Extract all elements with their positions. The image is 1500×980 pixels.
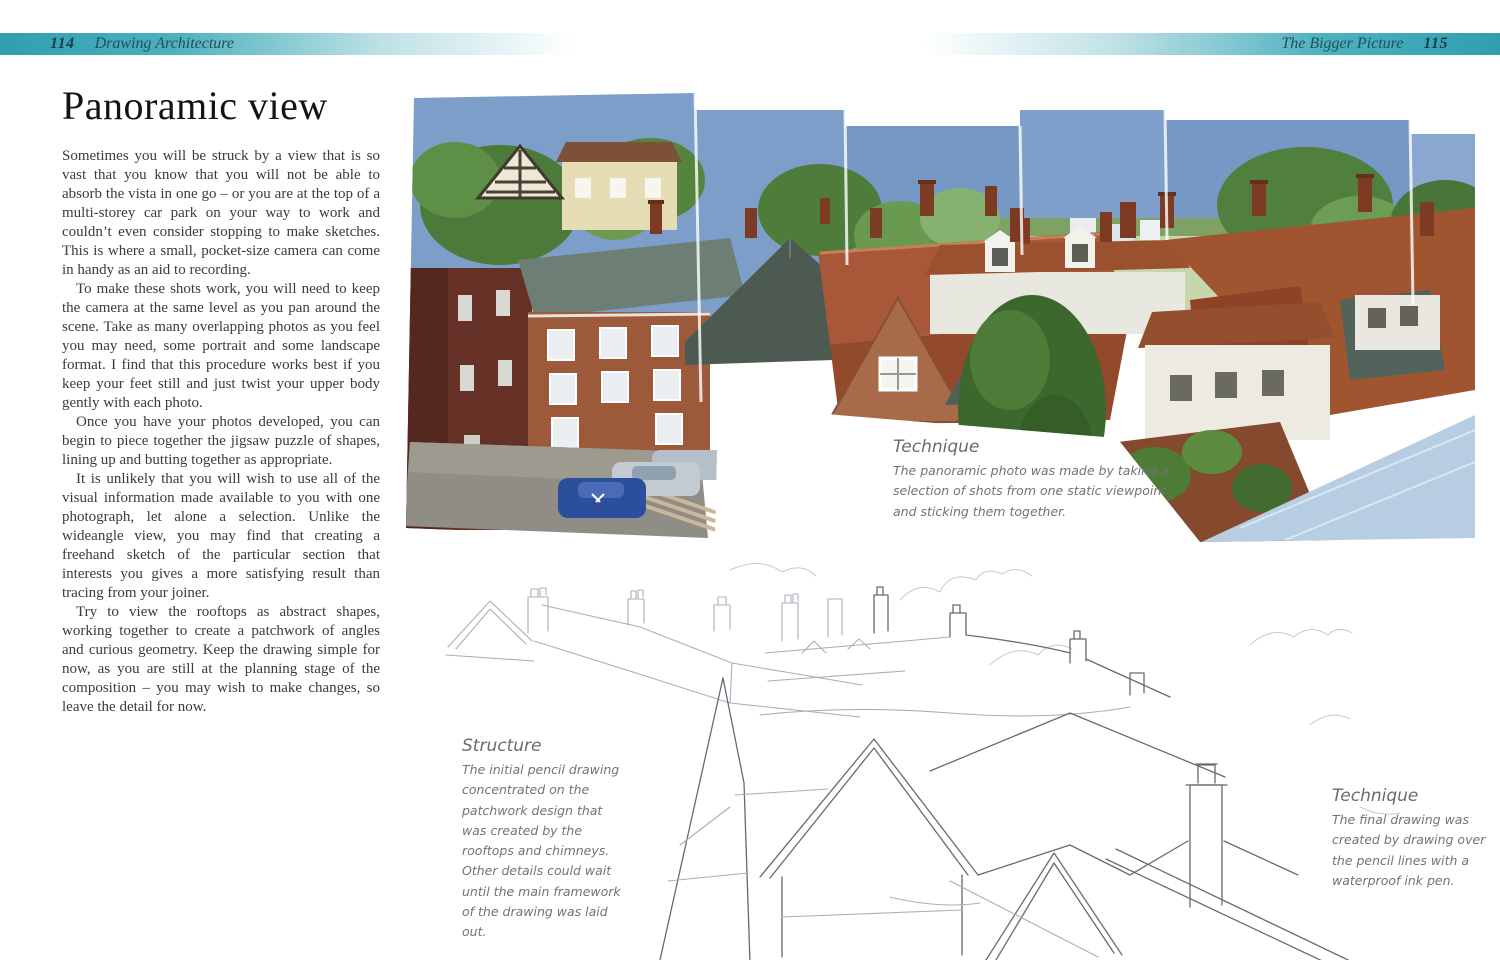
header-left: [0, 33, 800, 55]
body-text-column: [62, 147, 380, 717]
caption-heading: Structure: [462, 736, 542, 756]
caption-photo-technique: [893, 437, 1171, 522]
caption-body: The panoramic photo was made by taking a selection of shots from one static viewpoint and sticking them together.: [893, 463, 1169, 519]
page-title: Panoramic view: [62, 83, 328, 128]
caption-ink-technique: [1332, 786, 1490, 891]
caption-heading: Technique: [893, 437, 980, 457]
caption-body: The final drawing was created by drawing over the pencil lines with a waterproof ink pen.: [1332, 812, 1486, 888]
caption-body: The initial pencil drawing concentrated on the patchwork design that was created by the rooftops and chimneys. Other details could wait until the main framework of the drawing was laid out.: [462, 762, 621, 939]
paragraph: Once you have your photos developed, you can begin to piece together the jigsaw puzzle of shapes, lining up and butting together as appropriate.: [62, 414, 380, 468]
header-right: [700, 33, 1500, 55]
paragraph: Sometimes you will be struck by a view that is so vast that you know that you will not be able to absorb the vista in one go – or you are at the top of a multi-storey car park on your way to work and couldn’t even consider stopping to make sketches. This is where a small, pocket-size camera can come in handy as an aid to recording.: [62, 148, 380, 278]
caption-structure: [462, 736, 630, 942]
page-number-left: 114: [50, 35, 75, 52]
running-head-right: The Bigger Picture: [1281, 35, 1404, 52]
paragraph: It is unlikely that you will wish to use all of the visual information made available to you with one photograph, let alone a selection. Unlike the wideangle view, you may find that creating a freehand sketch of the particular section that interests you gives a more satisfying result than tracing from your joiner.: [62, 471, 380, 601]
paragraph: To make these shots work, you will need to keep the camera at the same level as you pan around the scene. Take as many overlapping photos as you feel you may need, some portrait and some landscape format. I find that this procedure works best if you keep your feet still and just twist your upper body gently with each photo.: [62, 281, 380, 411]
paragraph: Try to view the rooftops as abstract shapes, working together to create a patchwork of angles and curious geometry. Keep the drawing simple for now, as you are still at the planning stage of the composition – you may wish to make changes, so leave the detail for now.: [62, 604, 380, 715]
running-head-left: Drawing Architecture: [94, 35, 235, 52]
caption-heading: Technique: [1332, 786, 1419, 806]
page-number-right: 115: [1423, 35, 1448, 52]
